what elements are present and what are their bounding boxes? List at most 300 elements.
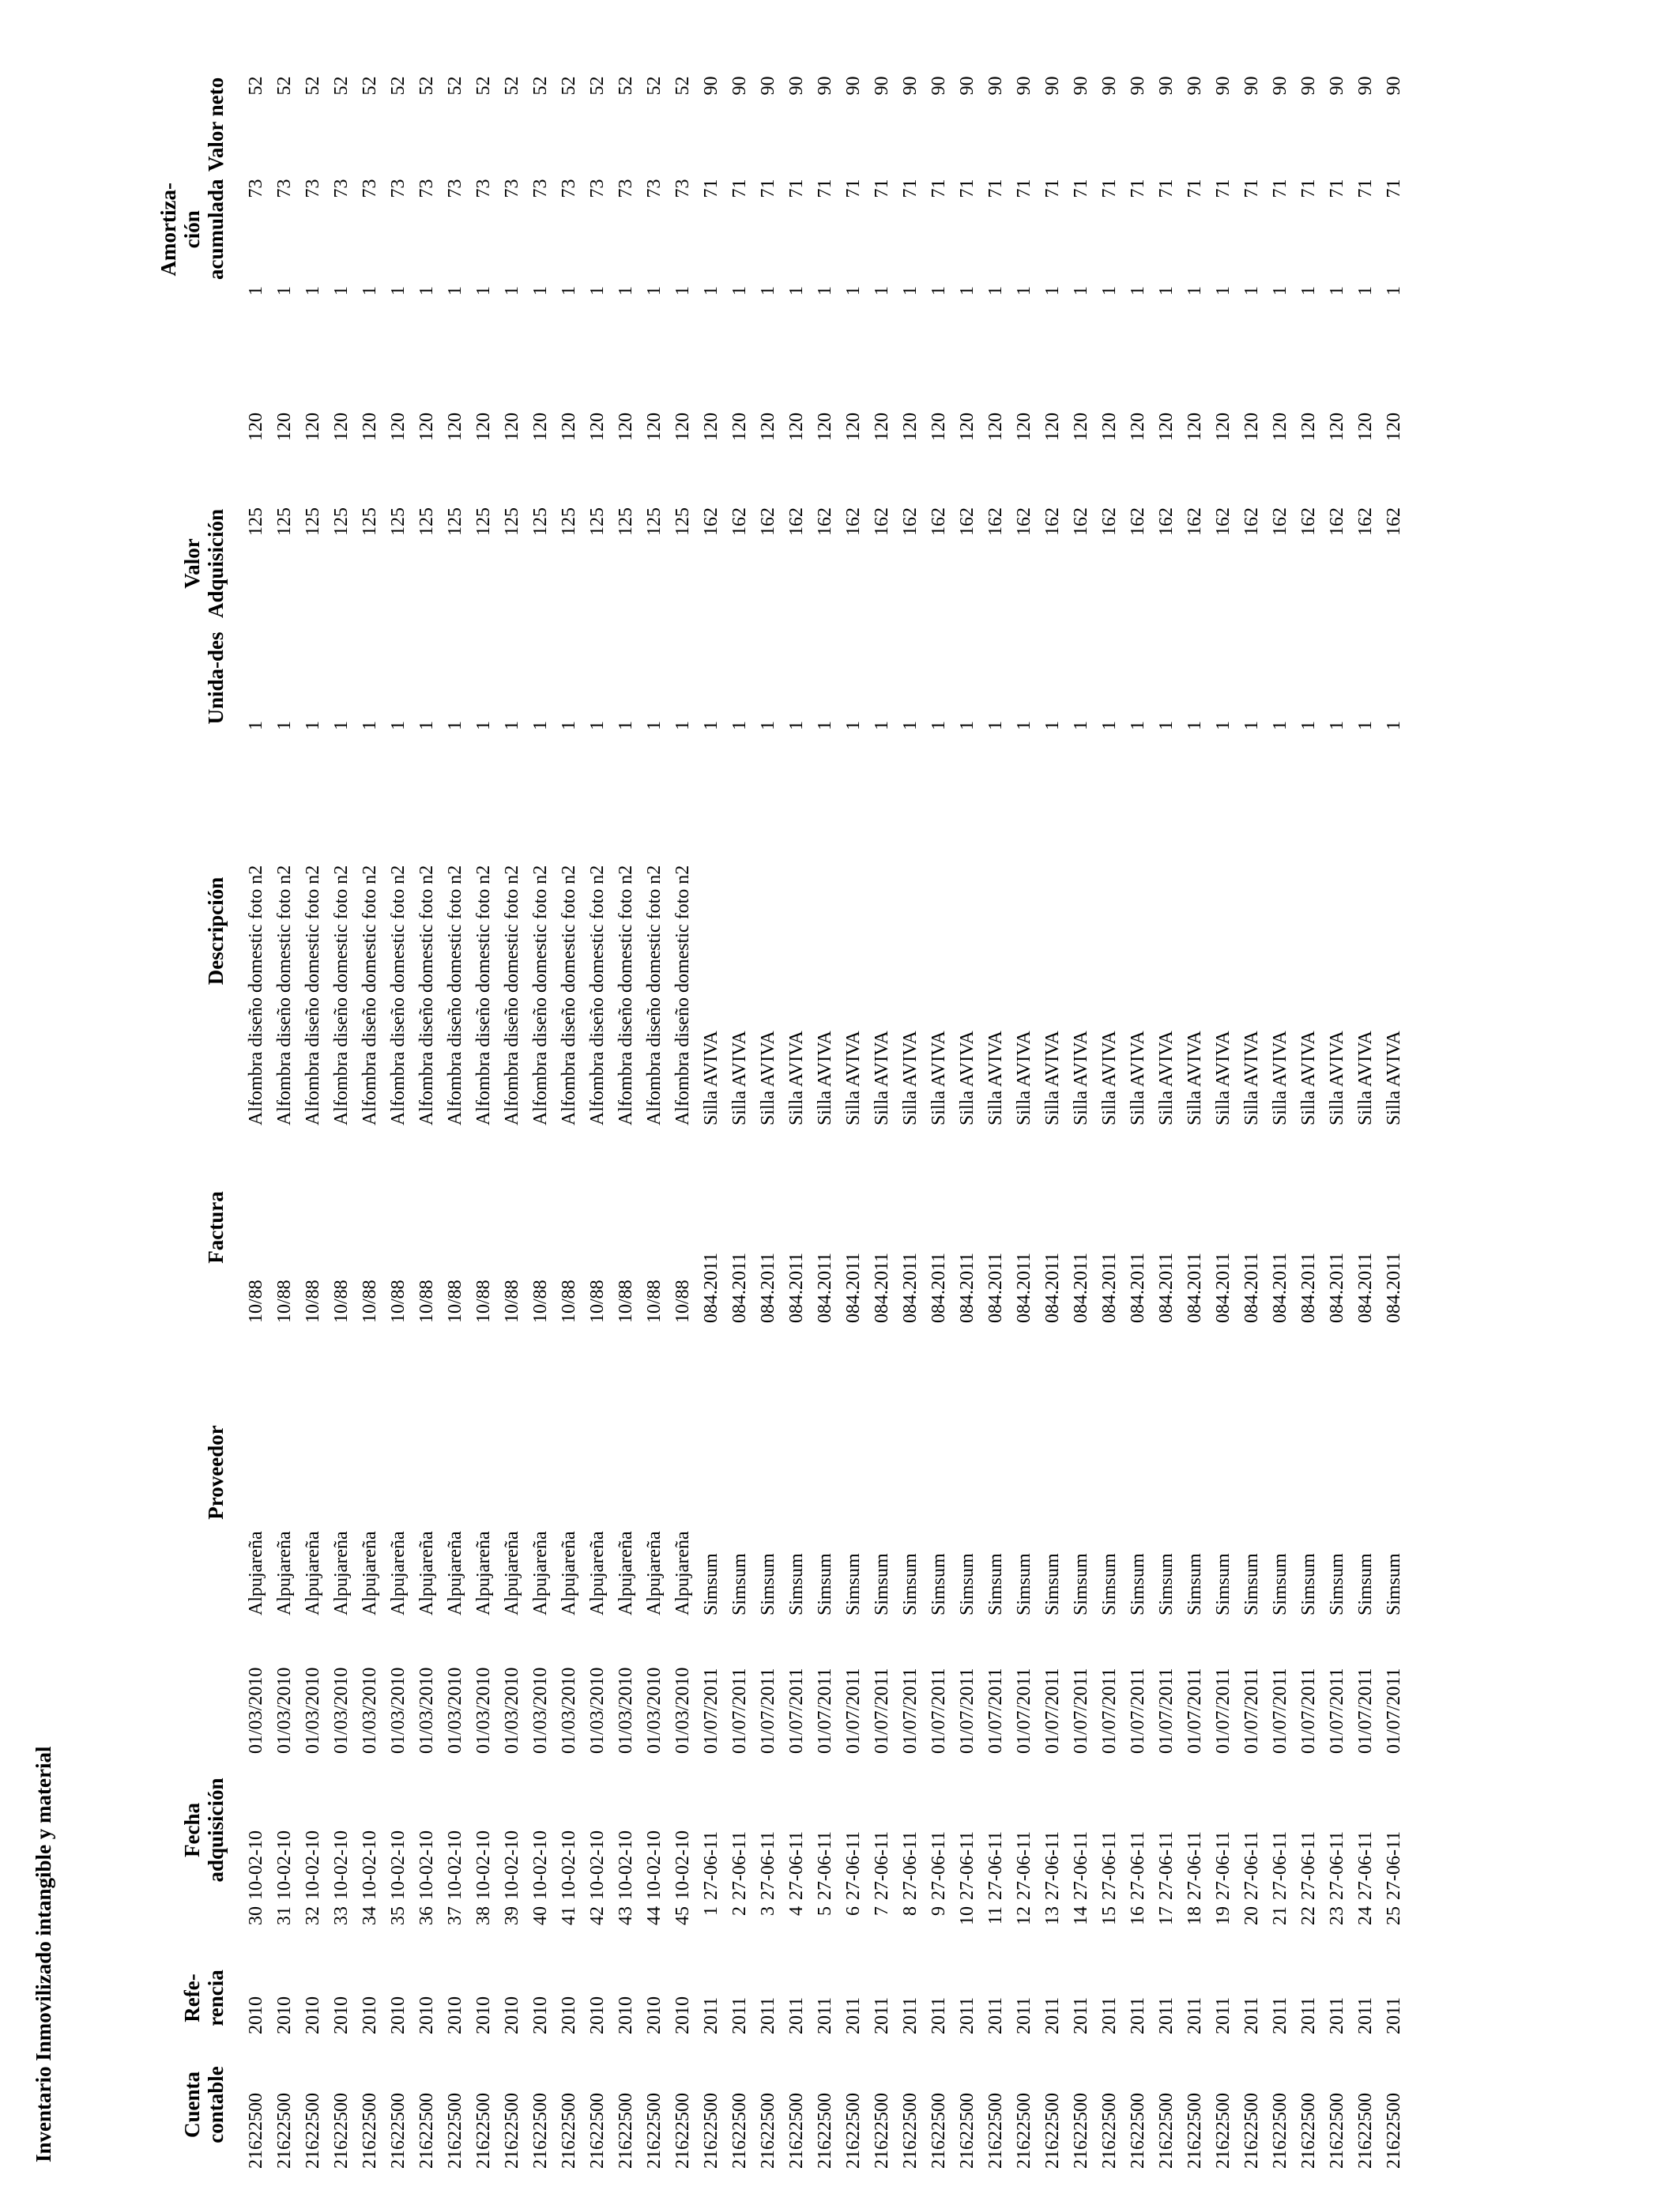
- cell-cuenta: 21622500: [985, 2093, 1006, 2169]
- cell-descripcion: Silla AVIVA: [1298, 1031, 1319, 1125]
- cell-descripcion: Silla AVIVA: [1185, 1031, 1205, 1125]
- cell-valor-adquisicion: 125: [416, 507, 437, 536]
- cell-numero: 32: [303, 1906, 323, 1925]
- cell-fecha-adquisicion: 10-02-10: [672, 1830, 693, 1900]
- cell-unidades: 1: [246, 721, 266, 730]
- cell-fecha-alta: 01/07/2011: [1270, 1668, 1290, 1754]
- cell-amortizacion: 71: [872, 179, 892, 198]
- cell-cuenta: 21622500: [1128, 2093, 1148, 2169]
- cell-indicador: 1: [445, 286, 465, 296]
- cell-referencia: 2011: [815, 1996, 835, 2034]
- cell-unidades: 1: [1042, 721, 1063, 730]
- cell-fecha-alta: 01/03/2010: [587, 1667, 608, 1754]
- cell-valor-secundario: 120: [587, 413, 608, 441]
- cell-fecha-alta: 01/07/2011: [1384, 1668, 1404, 1754]
- cell-valor-neto: 52: [416, 76, 437, 96]
- cell-referencia: 2010: [331, 1996, 352, 2034]
- cell-amortizacion: 71: [1128, 179, 1148, 198]
- cell-numero: 13: [1042, 1906, 1063, 1925]
- cell-referencia: 2011: [985, 1996, 1006, 2034]
- cell-proveedor: Simsum: [1355, 1553, 1376, 1615]
- cell-referencia: 2011: [1185, 1996, 1205, 2034]
- cell-fecha-adquisicion: 10-02-10: [502, 1830, 522, 1900]
- cell-valor-secundario: 120: [929, 413, 949, 441]
- cell-proveedor: Alpujareña: [246, 1531, 266, 1615]
- cell-amortizacion: 73: [303, 179, 323, 198]
- cell-proveedor: Simsum: [1156, 1553, 1177, 1615]
- cell-valor-secundario: 120: [1042, 413, 1063, 441]
- cell-fecha-alta: 01/07/2011: [729, 1668, 750, 1754]
- cell-cuenta: 21622500: [729, 2093, 750, 2169]
- cell-numero: 44: [644, 1906, 665, 1925]
- cell-indicador: 1: [1014, 286, 1034, 296]
- cell-fecha-alta: 01/03/2010: [616, 1667, 636, 1754]
- cell-indicador: 1: [1042, 286, 1063, 296]
- cell-valor-adquisicion: 125: [672, 507, 693, 536]
- cell-fecha-alta: 01/07/2011: [758, 1668, 778, 1754]
- cell-numero: 5: [815, 1906, 835, 1916]
- cell-fecha-adquisicion: 10-02-10: [644, 1830, 665, 1900]
- header-amortizacion-acumulada: Amortiza-ción acumulada: [156, 179, 228, 280]
- cell-unidades: 1: [274, 721, 295, 730]
- cell-indicador: 1: [274, 286, 295, 296]
- cell-fecha-adquisicion: 27-06-11: [1355, 1830, 1376, 1900]
- cell-fecha-adquisicion: 27-06-11: [1298, 1830, 1319, 1900]
- cell-fecha-adquisicion: 27-06-11: [786, 1830, 807, 1900]
- cell-valor-neto: 90: [1270, 76, 1290, 96]
- cell-valor-secundario: 120: [985, 413, 1006, 441]
- cell-unidades: 1: [701, 721, 721, 730]
- cell-cuenta: 21622500: [1042, 2093, 1063, 2169]
- cell-amortizacion: 71: [1384, 179, 1404, 198]
- cell-valor-adquisicion: 162: [1071, 507, 1091, 536]
- cell-valor-neto: 52: [274, 76, 295, 96]
- cell-referencia: 2010: [445, 1996, 465, 2034]
- cell-fecha-adquisicion: 10-02-10: [559, 1830, 579, 1900]
- cell-valor-secundario: 120: [672, 413, 693, 441]
- cell-amortizacion: 73: [502, 179, 522, 198]
- cell-unidades: 1: [388, 721, 409, 730]
- cell-referencia: 2011: [1071, 1996, 1091, 2034]
- cell-descripcion: Alfombra diseño domestic foto n2: [587, 865, 608, 1125]
- cell-valor-secundario: 120: [729, 413, 750, 441]
- cell-descripcion: Alfombra diseño domestic foto n2: [246, 865, 266, 1125]
- cell-indicador: 1: [360, 286, 380, 296]
- cell-descripcion: Silla AVIVA: [957, 1031, 977, 1125]
- cell-cuenta: 21622500: [929, 2093, 949, 2169]
- cell-proveedor: Simsum: [957, 1553, 977, 1615]
- cell-valor-secundario: 120: [616, 413, 636, 441]
- cell-amortizacion: 71: [1241, 179, 1262, 198]
- cell-amortizacion: 73: [672, 179, 693, 198]
- cell-proveedor: Simsum: [1384, 1553, 1404, 1615]
- table-row: [412, 73, 441, 2172]
- cell-referencia: 2011: [1355, 1996, 1376, 2034]
- cell-unidades: 1: [616, 721, 636, 730]
- cell-fecha-adquisicion: 27-06-11: [1071, 1830, 1091, 1900]
- table-row: [925, 73, 953, 2172]
- cell-unidades: 1: [559, 721, 579, 730]
- cell-valor-adquisicion: 162: [843, 507, 864, 536]
- cell-unidades: 1: [1355, 721, 1376, 730]
- cell-unidades: 1: [1185, 721, 1205, 730]
- cell-fecha-adquisicion: 27-06-11: [1014, 1830, 1034, 1900]
- cell-unidades: 1: [473, 721, 494, 730]
- cell-numero: 38: [473, 1906, 494, 1925]
- cell-cuenta: 21622500: [616, 2093, 636, 2169]
- cell-cuenta: 21622500: [1270, 2093, 1290, 2169]
- cell-valor-adquisicion: 162: [900, 507, 921, 536]
- cell-fecha-adquisicion: 10-02-10: [416, 1830, 437, 1900]
- cell-unidades: 1: [872, 721, 892, 730]
- cell-valor-secundario: 120: [843, 413, 864, 441]
- cell-numero: 40: [530, 1906, 551, 1925]
- cell-cuenta: 21622500: [303, 2093, 323, 2169]
- cell-indicador: 1: [843, 286, 864, 296]
- cell-unidades: 1: [530, 721, 551, 730]
- cell-fecha-adquisicion: 27-06-11: [900, 1830, 921, 1900]
- cell-referencia: 2011: [957, 1996, 977, 2034]
- cell-valor-adquisicion: 125: [530, 507, 551, 536]
- table-row: [270, 73, 299, 2172]
- cell-numero: 25: [1384, 1906, 1404, 1925]
- cell-valor-neto: 90: [1213, 76, 1234, 96]
- cell-descripcion: Silla AVIVA: [1014, 1031, 1034, 1125]
- cell-cuenta: 21622500: [1355, 2093, 1376, 2169]
- cell-proveedor: Simsum: [1298, 1553, 1319, 1615]
- cell-valor-neto: 90: [701, 76, 721, 96]
- cell-valor-secundario: 120: [957, 413, 977, 441]
- header-unidades: Unida-des: [204, 631, 228, 725]
- cell-valor-neto: 90: [843, 76, 864, 96]
- cell-valor-adquisicion: 125: [473, 507, 494, 536]
- cell-numero: 37: [445, 1906, 465, 1925]
- cell-amortizacion: 73: [360, 179, 380, 198]
- cell-proveedor: Simsum: [729, 1553, 750, 1615]
- cell-fecha-alta: 01/03/2010: [388, 1667, 409, 1754]
- cell-amortizacion: 73: [246, 179, 266, 198]
- cell-factura: 10/88: [388, 1280, 409, 1323]
- cell-indicador: 1: [530, 286, 551, 296]
- cell-factura: 084.2011: [957, 1252, 977, 1323]
- header-empty: [62, 1903, 242, 1958]
- cell-amortizacion: 71: [758, 179, 778, 198]
- cell-indicador: 1: [416, 286, 437, 296]
- cell-factura: 084.2011: [1355, 1252, 1376, 1323]
- cell-valor-adquisicion: 125: [616, 507, 636, 536]
- cell-descripcion: Silla AVIVA: [929, 1031, 949, 1125]
- cell-factura: 10/88: [587, 1280, 608, 1323]
- cell-fecha-alta: 01/07/2011: [900, 1668, 921, 1754]
- cell-unidades: 1: [1128, 721, 1148, 730]
- cell-factura: 084.2011: [929, 1252, 949, 1323]
- cell-descripcion: Silla AVIVA: [872, 1031, 892, 1125]
- cell-valor-adquisicion: 162: [1384, 507, 1404, 536]
- cell-valor-neto: 52: [672, 76, 693, 96]
- header-descripcion: Descripción: [204, 876, 228, 986]
- cell-referencia: 2011: [729, 1996, 750, 2034]
- cell-referencia: 2010: [530, 1996, 551, 2034]
- table-row: [612, 73, 640, 2172]
- cell-referencia: 2010: [644, 1996, 665, 2034]
- cell-valor-adquisicion: 162: [815, 507, 835, 536]
- cell-cuenta: 21622500: [445, 2093, 465, 2169]
- header-empty: [62, 283, 242, 409]
- cell-proveedor: Alpujareña: [360, 1531, 380, 1615]
- cell-descripcion: Silla AVIVA: [758, 1031, 778, 1125]
- cell-fecha-adquisicion: 27-06-11: [929, 1830, 949, 1900]
- cell-indicador: 1: [758, 286, 778, 296]
- cell-cuenta: 21622500: [843, 2093, 864, 2169]
- header-empty: [62, 1619, 242, 1757]
- cell-proveedor: Simsum: [1185, 1553, 1205, 1615]
- cell-proveedor: Simsum: [929, 1553, 949, 1615]
- cell-numero: 14: [1071, 1906, 1091, 1925]
- cell-referencia: 2010: [303, 1996, 323, 2034]
- cell-cuenta: 21622500: [1213, 2093, 1234, 2169]
- cell-fecha-adquisicion: 10-02-10: [303, 1830, 323, 1900]
- cell-cuenta: 21622500: [473, 2093, 494, 2169]
- cell-referencia: 2011: [758, 1996, 778, 2034]
- cell-factura: 084.2011: [1241, 1252, 1262, 1323]
- cell-fecha-alta: 01/03/2010: [274, 1667, 295, 1754]
- cell-proveedor: Alpujareña: [388, 1531, 409, 1615]
- cell-referencia: 2011: [786, 1996, 807, 2034]
- cell-numero: 16: [1128, 1906, 1148, 1925]
- header-fecha-adquisicion: Fecha adquisición: [180, 1777, 228, 1883]
- cell-valor-secundario: 120: [331, 413, 352, 441]
- cell-proveedor: Simsum: [1128, 1553, 1148, 1615]
- cell-numero: 30: [246, 1906, 266, 1925]
- cell-fecha-alta: 01/07/2011: [929, 1668, 949, 1754]
- cell-fecha-adquisicion: 27-06-11: [843, 1830, 864, 1900]
- cell-descripcion: Alfombra diseño domestic foto n2: [303, 865, 323, 1125]
- cell-referencia: 2011: [1042, 1996, 1063, 2034]
- cell-descripcion: Alfombra diseño domestic foto n2: [388, 865, 409, 1125]
- cell-unidades: 1: [1327, 721, 1347, 730]
- table-row: [1010, 73, 1038, 2172]
- cell-valor-secundario: 120: [502, 413, 522, 441]
- table-row: [782, 73, 811, 2172]
- cell-proveedor: Alpujareña: [587, 1531, 608, 1615]
- cell-fecha-alta: 01/07/2011: [701, 1668, 721, 1754]
- cell-amortizacion: 73: [331, 179, 352, 198]
- cell-amortizacion: 71: [985, 179, 1006, 198]
- cell-valor-neto: 90: [1071, 76, 1091, 96]
- cell-indicador: 1: [644, 286, 665, 296]
- cell-valor-neto: 52: [473, 76, 494, 96]
- table-row: [441, 73, 469, 2172]
- cell-cuenta: 21622500: [416, 2093, 437, 2169]
- cell-numero: 21: [1270, 1906, 1290, 1925]
- cell-descripcion: Alfombra diseño domestic foto n2: [274, 865, 295, 1125]
- table-header-row: [62, 73, 242, 2172]
- cell-referencia: 2010: [473, 1996, 494, 2034]
- cell-valor-adquisicion: 162: [985, 507, 1006, 536]
- cell-numero: 42: [587, 1906, 608, 1925]
- cell-valor-neto: 90: [1042, 76, 1063, 96]
- cell-fecha-alta: 01/03/2010: [473, 1667, 494, 1754]
- cell-unidades: 1: [1071, 721, 1091, 730]
- cell-descripcion: Silla AVIVA: [843, 1031, 864, 1125]
- cell-fecha-alta: 01/03/2010: [530, 1667, 551, 1754]
- cell-proveedor: Simsum: [758, 1553, 778, 1615]
- cell-valor-secundario: 120: [758, 413, 778, 441]
- cell-valor-adquisicion: 162: [786, 507, 807, 536]
- cell-proveedor: Simsum: [843, 1553, 864, 1615]
- cell-amortizacion: 73: [644, 179, 665, 198]
- inventory-table: [62, 73, 1408, 2172]
- cell-fecha-alta: 01/03/2010: [644, 1667, 665, 1754]
- cell-fecha-alta: 01/07/2011: [1071, 1668, 1091, 1754]
- cell-amortizacion: 71: [900, 179, 921, 198]
- table-row: [242, 73, 270, 2172]
- cell-amortizacion: 73: [473, 179, 494, 198]
- table-body: [242, 73, 1408, 2172]
- cell-fecha-alta: 01/07/2011: [786, 1668, 807, 1754]
- cell-valor-secundario: 120: [303, 413, 323, 441]
- cell-referencia: 2011: [1384, 1996, 1404, 2034]
- cell-descripcion: Silla AVIVA: [1099, 1031, 1120, 1125]
- cell-factura: 084.2011: [1213, 1252, 1234, 1323]
- table-row: [1124, 73, 1152, 2172]
- cell-valor-neto: 90: [1099, 76, 1120, 96]
- cell-cuenta: 21622500: [1241, 2093, 1262, 2169]
- cell-fecha-alta: 01/03/2010: [303, 1667, 323, 1754]
- cell-factura: 084.2011: [1128, 1252, 1148, 1323]
- cell-factura: 10/88: [559, 1280, 579, 1323]
- cell-fecha-adquisicion: 27-06-11: [701, 1830, 721, 1900]
- cell-proveedor: Alpujareña: [530, 1531, 551, 1615]
- cell-valor-neto: 90: [729, 76, 750, 96]
- cell-cuenta: 21622500: [1071, 2093, 1091, 2169]
- cell-proveedor: Simsum: [815, 1553, 835, 1615]
- cell-amortizacion: 71: [1270, 179, 1290, 198]
- cell-referencia: 2011: [1327, 1996, 1347, 2034]
- cell-fecha-alta: 01/07/2011: [957, 1668, 977, 1754]
- cell-numero: 22: [1298, 1906, 1319, 1925]
- cell-factura: 084.2011: [900, 1252, 921, 1323]
- cell-fecha-alta: 01/07/2011: [1156, 1668, 1177, 1754]
- cell-valor-adquisicion: 162: [701, 507, 721, 536]
- cell-unidades: 1: [1014, 721, 1034, 730]
- cell-fecha-adquisicion: 27-06-11: [957, 1830, 977, 1900]
- cell-indicador: 1: [331, 286, 352, 296]
- cell-valor-secundario: 120: [1099, 413, 1120, 441]
- table-row: [669, 73, 697, 2172]
- cell-descripcion: Silla AVIVA: [815, 1031, 835, 1125]
- cell-indicador: 1: [729, 286, 750, 296]
- cell-valor-secundario: 120: [530, 413, 551, 441]
- cell-valor-adquisicion: 162: [1156, 507, 1177, 536]
- cell-numero: 3: [758, 1906, 778, 1916]
- cell-valor-neto: 90: [1355, 76, 1376, 96]
- cell-fecha-alta: 01/07/2011: [985, 1668, 1006, 1754]
- cell-factura: 10/88: [303, 1280, 323, 1323]
- table-row: [1067, 73, 1095, 2172]
- cell-numero: 20: [1241, 1906, 1262, 1925]
- cell-valor-neto: 52: [388, 76, 409, 96]
- cell-fecha-alta: 01/03/2010: [445, 1667, 465, 1754]
- cell-numero: 15: [1099, 1906, 1120, 1925]
- cell-unidades: 1: [985, 721, 1006, 730]
- cell-indicador: 1: [786, 286, 807, 296]
- cell-referencia: 2010: [559, 1996, 579, 2034]
- cell-descripcion: Silla AVIVA: [729, 1031, 750, 1125]
- cell-proveedor: Alpujareña: [331, 1531, 352, 1615]
- cell-cuenta: 21622500: [1298, 2093, 1319, 2169]
- cell-cuenta: 21622500: [758, 2093, 778, 2169]
- cell-fecha-adquisicion: 27-06-11: [1099, 1830, 1120, 1900]
- cell-descripcion: Alfombra diseño domestic foto n2: [445, 865, 465, 1125]
- cell-amortizacion: 71: [1014, 179, 1034, 198]
- cell-numero: 10: [957, 1906, 977, 1925]
- cell-referencia: 2011: [1156, 1996, 1177, 2034]
- cell-factura: 084.2011: [1156, 1252, 1177, 1323]
- table-row: [1380, 73, 1408, 2172]
- cell-factura: 084.2011: [729, 1252, 750, 1323]
- table-row: [1323, 73, 1351, 2172]
- cell-fecha-adquisicion: 10-02-10: [587, 1830, 608, 1900]
- cell-valor-adquisicion: 162: [758, 507, 778, 536]
- table-row: [754, 73, 782, 2172]
- cell-numero: 9: [929, 1906, 949, 1916]
- cell-numero: 4: [786, 1906, 807, 1916]
- cell-fecha-adquisicion: 27-06-11: [872, 1830, 892, 1900]
- cell-referencia: 2010: [246, 1996, 266, 2034]
- cell-descripcion: Alfombra diseño domestic foto n2: [473, 865, 494, 1125]
- cell-valor-adquisicion: 162: [1014, 507, 1034, 536]
- cell-numero: 7: [872, 1906, 892, 1916]
- cell-valor-neto: 90: [900, 76, 921, 96]
- header-valor-neto: Valor neto: [204, 77, 228, 172]
- cell-valor-secundario: 120: [1156, 413, 1177, 441]
- table-row: [839, 73, 868, 2172]
- cell-fecha-alta: 01/07/2011: [872, 1668, 892, 1754]
- cell-cuenta: 21622500: [1327, 2093, 1347, 2169]
- cell-fecha-adquisicion: 27-06-11: [1270, 1830, 1290, 1900]
- cell-fecha-adquisicion: 10-02-10: [388, 1830, 409, 1900]
- cell-unidades: 1: [587, 721, 608, 730]
- table-row: [1209, 73, 1237, 2172]
- cell-factura: 10/88: [445, 1280, 465, 1323]
- cell-valor-secundario: 120: [1185, 413, 1205, 441]
- cell-factura: 084.2011: [872, 1252, 892, 1323]
- cell-valor-adquisicion: 125: [559, 507, 579, 536]
- cell-valor-secundario: 120: [1071, 413, 1091, 441]
- cell-valor-neto: 52: [644, 76, 665, 96]
- header-valor-adquisicion: Valor Adquisición: [180, 508, 228, 619]
- cell-fecha-alta: 01/03/2010: [559, 1667, 579, 1754]
- cell-referencia: 2010: [616, 1996, 636, 2034]
- cell-valor-neto: 52: [530, 76, 551, 96]
- cell-indicador: 1: [587, 286, 608, 296]
- table-row: [896, 73, 925, 2172]
- cell-proveedor: Alpujareña: [672, 1531, 693, 1615]
- cell-valor-secundario: 120: [1384, 413, 1404, 441]
- table-row: [498, 73, 526, 2172]
- cell-valor-secundario: 120: [1213, 413, 1234, 441]
- cell-valor-adquisicion: 162: [957, 507, 977, 536]
- table-row: [555, 73, 583, 2172]
- cell-fecha-adquisicion: 27-06-11: [1042, 1830, 1063, 1900]
- cell-numero: 39: [502, 1906, 522, 1925]
- cell-indicador: 1: [616, 286, 636, 296]
- cell-cuenta: 21622500: [957, 2093, 977, 2169]
- cell-cuenta: 21622500: [331, 2093, 352, 2169]
- table-row: [868, 73, 896, 2172]
- cell-unidades: 1: [1298, 721, 1319, 730]
